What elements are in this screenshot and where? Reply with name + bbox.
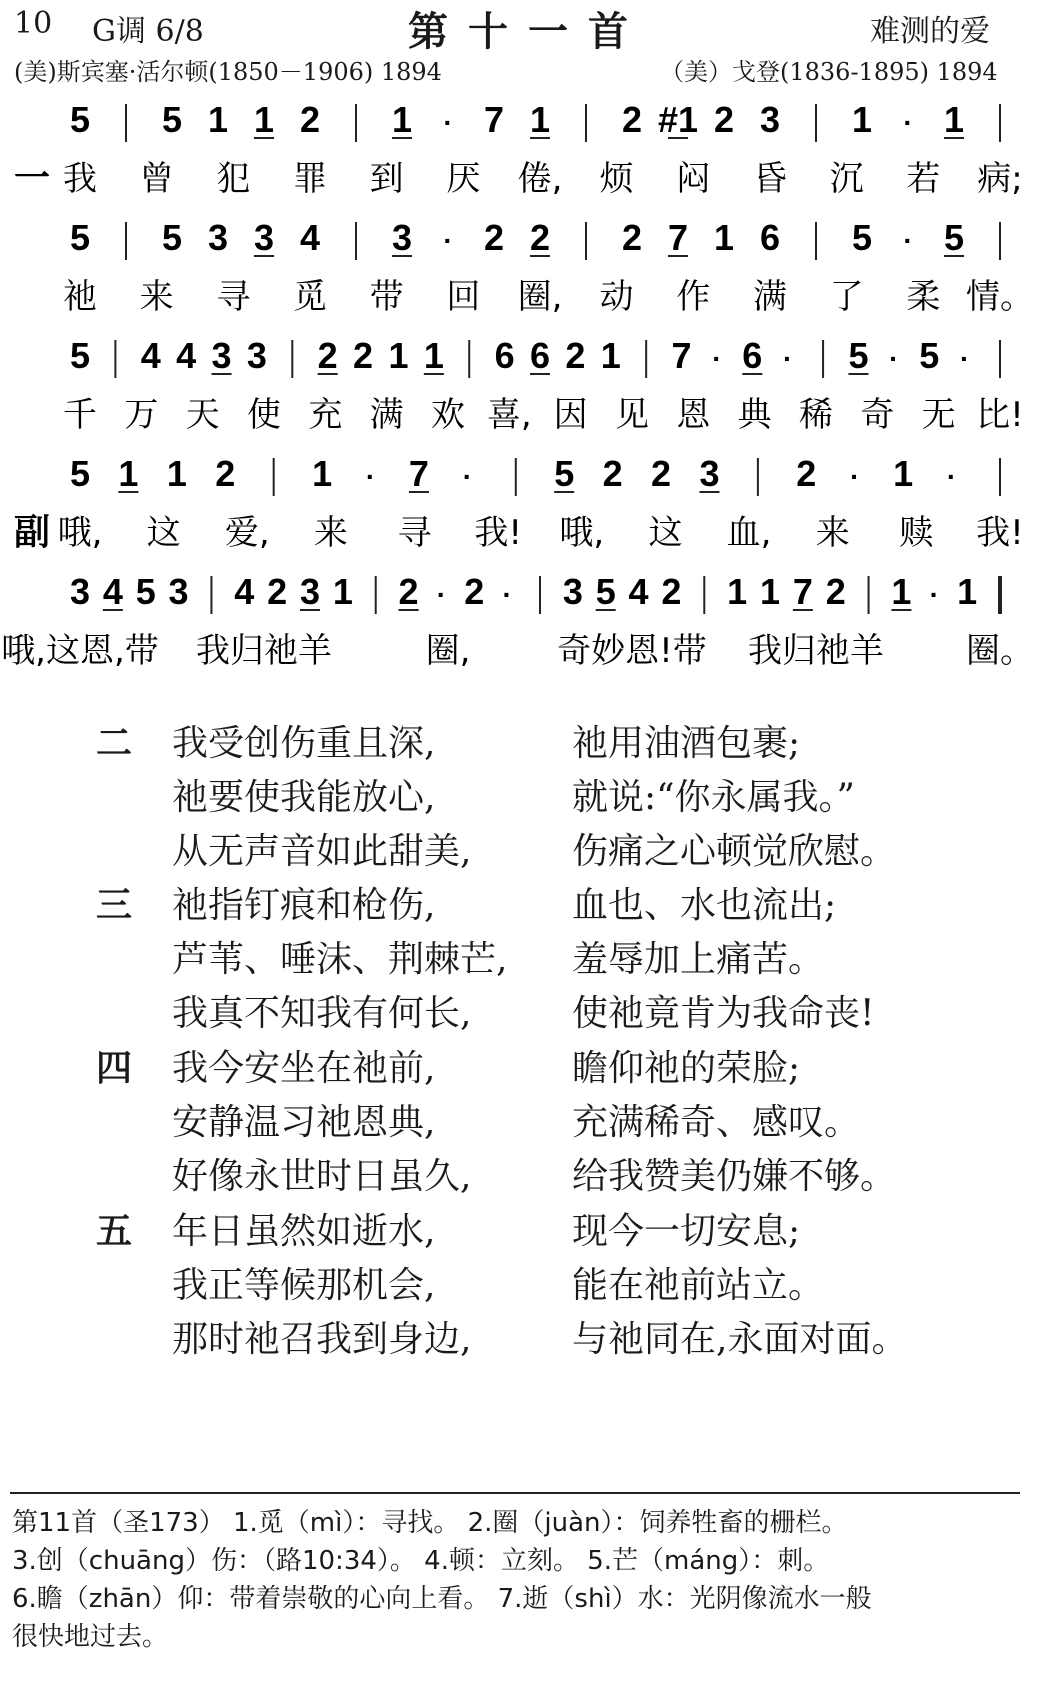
lyric-syllable: 来: [139, 277, 174, 317]
verse-line-right: 羞辱加上痛苦。: [572, 939, 825, 980]
lyric-syllable: 了: [829, 277, 864, 317]
lyric-syllable: 我归祂羊: [748, 631, 884, 671]
note: 3: [299, 571, 321, 612]
verse-line-left: 祂指钉痕和枪伤,: [172, 885, 436, 926]
lyric-syllable: 曾: [139, 159, 174, 199]
lyric-syllable: 闷: [676, 159, 711, 199]
note: 3: [211, 335, 232, 376]
dot-mark: ·: [462, 461, 473, 492]
note: 4: [628, 571, 649, 612]
verse-line-left: 那时祂召我到身边,: [172, 1319, 472, 1360]
lyric-syllable: 我: [63, 159, 97, 199]
note: 2: [317, 335, 338, 376]
lyric-syllable: 充: [308, 395, 343, 435]
verse-line-left: 从无声音如此甜美,: [172, 831, 472, 872]
note: 1: [312, 453, 333, 494]
verse-number: 二: [96, 722, 133, 763]
verse-line-right: 瞻仰祂的荣脸;: [572, 1048, 801, 1089]
lyric-syllable: 典: [737, 395, 772, 435]
lyric-syllable: 这: [648, 513, 683, 553]
dot-mark: ·: [850, 461, 860, 492]
note: 5: [69, 453, 91, 494]
lyric-syllable: 奇: [860, 395, 895, 435]
dot-mark: ·: [889, 343, 899, 374]
lyric-syllable: 这: [146, 513, 181, 553]
lyric-syllable: 到: [369, 159, 404, 199]
note: 1: [423, 335, 444, 376]
lyric-syllable: 觅: [293, 277, 327, 317]
lyric-syllable: 哦,: [57, 513, 103, 553]
lyric-syllable: 欢: [431, 395, 465, 435]
note: 1: [253, 99, 275, 140]
lyric-syllable: 动: [599, 277, 634, 317]
lyric-syllable: 犯: [216, 159, 251, 199]
note: 3: [391, 217, 413, 258]
note: 1: [207, 99, 229, 140]
score-system: [14, 453, 1024, 553]
footnote-line-1: 第11首（圣173） 1.觅（mì）：寻找。 2.圈（juàn）：饲养牲畜的栅栏。: [12, 1508, 848, 1538]
lyric-syllable: 喜,: [486, 395, 532, 435]
note: 7: [408, 453, 429, 494]
note: 5: [161, 99, 183, 140]
note: 1: [943, 99, 965, 140]
note: #1: [657, 99, 699, 140]
lyric-syllable: 使: [247, 395, 281, 435]
dot-mark: ·: [443, 107, 453, 138]
lyric-syllable: 赎: [899, 513, 934, 553]
note: 4: [299, 217, 321, 258]
lyric-syllable: 寻: [216, 277, 251, 317]
page-number: 10: [14, 6, 53, 41]
verse-line-right: 能在祂前站立。: [572, 1265, 825, 1306]
divider-rule: [10, 1492, 1020, 1494]
note: 5: [69, 217, 91, 258]
note: 5: [69, 99, 91, 140]
lyric-syllable: 万: [124, 395, 159, 435]
note: 7: [792, 571, 813, 612]
verse-line-right: 血也、水也流出;: [572, 885, 837, 926]
footnote-line-4: 很快地过去。: [12, 1622, 169, 1652]
verse-line-left: 我正等候那机会,: [172, 1265, 436, 1306]
note: 6: [529, 335, 551, 376]
note: 5: [848, 335, 869, 376]
lyric-syllable: 沉: [829, 159, 864, 199]
note: 2: [529, 217, 551, 258]
note: 5: [595, 571, 616, 612]
note: 2: [661, 571, 682, 612]
lyric-syllable: 回: [446, 277, 481, 317]
note: 6: [494, 335, 515, 376]
verse-line-left: 年日虽然如逝水,: [172, 1211, 436, 1252]
lyric-syllable: 稀: [799, 395, 833, 435]
note: 2: [299, 99, 321, 140]
hymn-subtitle: 难测的爱: [870, 14, 990, 49]
note: 3: [207, 217, 229, 258]
score-system: [14, 99, 1023, 199]
verse-line-right: 充满稀奇、感叹。: [572, 1102, 861, 1143]
note: 2: [651, 453, 672, 494]
lyric-syllable: 昏: [753, 159, 787, 199]
note: 5: [851, 217, 873, 258]
lyric-syllable: 圈。: [966, 631, 1034, 671]
lyricist-credit: (美)斯宾塞·活尔顿(1850－1906) 1894: [14, 58, 442, 86]
dot-mark: ·: [903, 225, 913, 256]
lyric-syllable: 倦,: [517, 159, 563, 199]
dot-mark: ·: [903, 107, 913, 138]
lyric-syllable: 圈,: [425, 631, 471, 671]
lyric-syllable: 因: [553, 395, 588, 435]
system-label: 一: [14, 157, 51, 199]
note: 1: [759, 571, 781, 612]
note: 1: [893, 453, 914, 494]
note: 1: [391, 99, 413, 140]
note: 1: [851, 99, 873, 140]
note: 5: [69, 335, 91, 376]
score-system: [1, 571, 1034, 671]
lyric-syllable: 厌: [446, 159, 481, 199]
note: 2: [621, 99, 643, 140]
note: 2: [825, 571, 846, 612]
score-system: [63, 217, 1034, 317]
hymn-title: 第十一首: [408, 8, 648, 55]
dot-mark: ·: [443, 225, 453, 256]
note: 2: [464, 571, 485, 612]
note: 5: [135, 571, 156, 612]
note: 3: [69, 571, 91, 612]
verse-line-right: 伤痛之心顿觉欣慰。: [572, 831, 897, 872]
lyric-syllable: 柔: [906, 277, 941, 317]
note: 5: [554, 453, 575, 494]
verse-line-right: 现今一切安息;: [572, 1211, 801, 1252]
lyric-syllable: 情。: [966, 277, 1034, 317]
note: 1: [388, 335, 409, 376]
note: 4: [234, 571, 255, 612]
lyric-syllable: 我归祂羊: [196, 631, 332, 671]
lyric-syllable: 罪: [293, 159, 327, 199]
note: 3: [246, 335, 267, 376]
composer-credit: （美）戈登(1836-1895) 1894: [660, 58, 998, 86]
lyric-syllable: 满: [753, 277, 787, 317]
note: 1: [166, 453, 187, 494]
lyric-syllable: 哦,: [559, 513, 605, 553]
note: 2: [483, 217, 505, 258]
note: 5: [161, 217, 183, 258]
verse-line-left: 安静温习祂恩典,: [172, 1102, 436, 1143]
lyric-syllable: 病;: [977, 159, 1023, 199]
note: 1: [891, 571, 912, 612]
lyric-syllable: 带: [369, 277, 404, 317]
lyric-syllable: 千: [63, 395, 97, 435]
note: 1: [713, 217, 735, 258]
note: 2: [565, 335, 586, 376]
note: 6: [759, 217, 781, 258]
note: 2: [267, 571, 288, 612]
lyric-syllable: 比!: [976, 395, 1024, 435]
lyric-syllable: 作: [676, 277, 711, 317]
note: 6: [742, 335, 763, 376]
note: 1: [332, 571, 353, 612]
note: 2: [621, 217, 643, 258]
lyric-syllable: 来: [313, 513, 348, 553]
verse-line-right: 与祂同在,永面对面。: [572, 1319, 908, 1360]
lyric-syllable: 我!: [474, 513, 523, 553]
note: 7: [667, 217, 689, 258]
footnote-line-2: 3.创（chuāng）伤：（路10:34）。 4.顿：立刻。 5.芒（máng）：刺。: [12, 1546, 830, 1576]
verse-line-left: 我真不知我有何长,: [172, 993, 472, 1034]
note: 3: [699, 453, 720, 494]
verse-line-right: 使祂竟肯为我命丧!: [572, 993, 875, 1034]
verse-number: 五: [96, 1210, 133, 1251]
verse-line-left: 好像永世时日虽久,: [172, 1156, 472, 1197]
verse-line-left: 祂要使我能放心,: [172, 777, 436, 818]
dot-mark: ·: [959, 343, 970, 374]
dot-mark: ·: [365, 461, 376, 492]
lyric-syllable: 满: [369, 395, 404, 435]
numbered-score: [0, 0, 1062, 730]
system-label: 副: [14, 511, 51, 553]
note: 3: [253, 217, 275, 258]
note: 7: [483, 99, 505, 140]
verse-line-left: 我今安坐在祂前,: [172, 1048, 436, 1089]
dot-mark: ·: [502, 579, 512, 610]
dot-mark: ·: [436, 579, 447, 610]
verse-line-right: 就说:“你永属我。”: [572, 777, 855, 818]
verse-line-left: 芦苇、唾沫、荆棘芒,: [172, 939, 508, 980]
note: 5: [943, 217, 965, 258]
note: 3: [759, 99, 781, 140]
verse-number: 三: [96, 884, 133, 925]
lyric-syllable: 天: [185, 395, 220, 435]
note: 2: [796, 453, 817, 494]
note: 5: [919, 335, 940, 376]
key-meter: G调 6/8: [92, 14, 204, 49]
lyric-syllable: 若: [906, 159, 941, 199]
note: 2: [398, 571, 419, 612]
note: 2: [713, 99, 735, 140]
note: 2: [215, 453, 236, 494]
score-system: [63, 335, 1024, 435]
note: 1: [118, 453, 139, 494]
footnote-line-3: 6.瞻（zhān）仰：带着崇敬的心向上看。 7.逝（shì）水：光阴像流水一般: [12, 1584, 872, 1614]
note: 3: [562, 571, 583, 612]
note: 4: [176, 335, 197, 376]
dot-mark: ·: [783, 343, 793, 374]
lyric-syllable: 血,: [726, 513, 772, 553]
lyric-syllable: 来: [815, 513, 850, 553]
note: 4: [102, 571, 123, 612]
note: 1: [957, 571, 978, 612]
note: 2: [602, 453, 623, 494]
dot-mark: ·: [946, 461, 957, 492]
note: 7: [671, 335, 692, 376]
note: 3: [168, 571, 189, 612]
verse-line-left: 我受创伤重且深,: [172, 723, 436, 764]
lyric-syllable: 恩: [676, 395, 711, 435]
verse-line-right: 给我赞美仍嫌不够。: [572, 1156, 897, 1197]
lyric-syllable: 无: [921, 395, 956, 435]
note: 1: [600, 335, 621, 376]
lyric-syllable: 奇妙恩!带: [557, 631, 707, 671]
note: 4: [140, 335, 161, 376]
note: 1: [529, 99, 551, 140]
lyric-syllable: 祂: [63, 277, 97, 317]
lyric-syllable: 哦,这恩,带: [1, 631, 159, 671]
lyric-syllable: 爱,: [224, 513, 270, 553]
note: 1: [727, 571, 748, 612]
lyric-syllable: 见: [615, 395, 649, 435]
dot-mark: ·: [712, 343, 722, 374]
lyric-syllable: 圈,: [517, 277, 563, 317]
dot-mark: ·: [929, 579, 939, 610]
lyric-syllable: 我!: [976, 513, 1024, 553]
verse-line-right: 祂用油酒包裹;: [572, 723, 801, 764]
lyric-syllable: 寻: [397, 513, 432, 553]
lyric-syllable: 烦: [599, 159, 634, 199]
verse-number: 四: [96, 1047, 133, 1088]
note: 2: [353, 335, 374, 376]
